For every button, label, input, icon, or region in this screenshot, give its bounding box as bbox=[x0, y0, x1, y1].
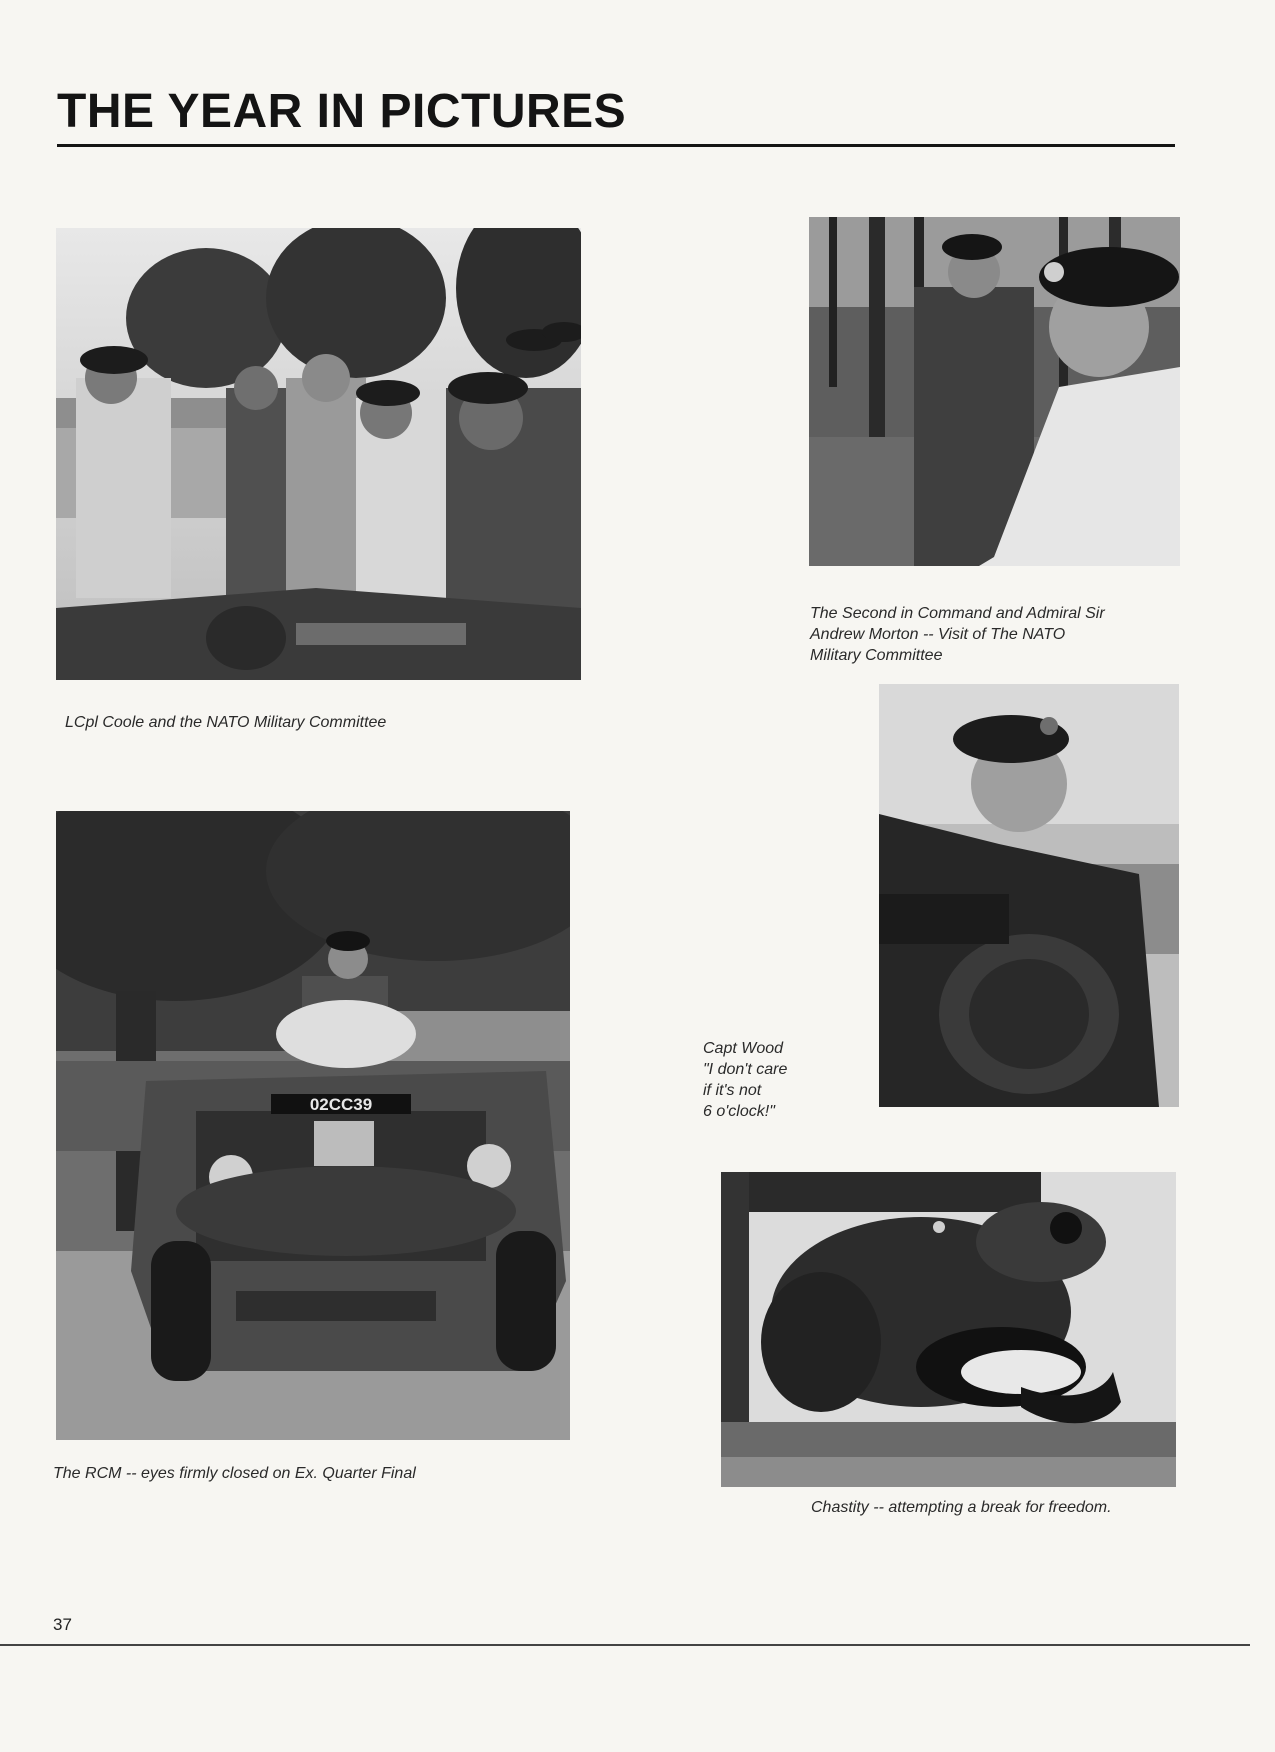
caption-rcm: The RCM -- eyes firmly closed on Ex. Quarter Final bbox=[53, 1465, 416, 1482]
vehicle-plate: 02CC39 bbox=[309, 1095, 373, 1114]
photo-chastity bbox=[721, 1172, 1176, 1487]
caption-second-in-command: The Second in Command and Admiral Sir Andrew Morton -- Visit of The NATO Military Committee bbox=[810, 605, 1105, 664]
photo-rcm bbox=[56, 811, 570, 1440]
photo-capt-wood bbox=[879, 684, 1179, 1107]
caption-chastity: Chastity -- attempting a break for freedom. bbox=[811, 1499, 1112, 1516]
photo-second-in-command bbox=[809, 217, 1180, 566]
photo-nato-committee bbox=[56, 228, 581, 680]
page-number: 37 bbox=[53, 1615, 72, 1634]
caption-nato-committee: LCpl Coole and the NATO Military Committee bbox=[65, 714, 387, 731]
footer-rule bbox=[0, 1644, 1250, 1646]
title-underline bbox=[57, 144, 1175, 147]
page-title: THE YEAR IN PICTURES bbox=[57, 85, 627, 138]
caption-capt-wood: Capt Wood "I don't care if it's not 6 o'clock!" bbox=[703, 1040, 788, 1120]
